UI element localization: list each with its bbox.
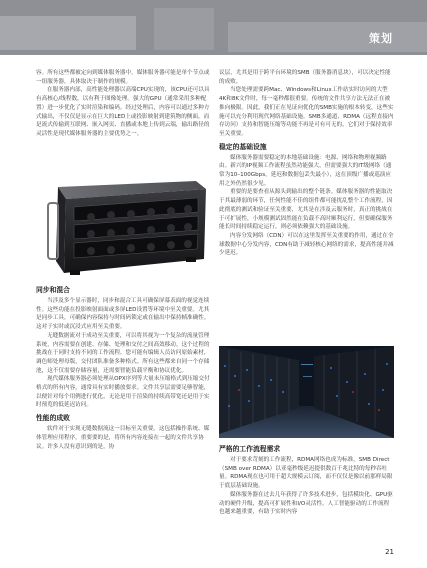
section-heading: 同步和混合 <box>36 286 70 294</box>
paragraph: 重要的是要查看从源头到输出的整个链条。媒体服务器的性能取决于其最薄弱的环节，任何性能不佳的组件都可能扰乱整个工作流程，因此彻底的测试和验证至关重要，尤其是在涉及云服务时，真正的挑战在于可扩展性，小规模测试固然能在负载不高时顺利运行，但要确保服务能长时间持续稳定运行，则必须依赖强大的基础设施。 <box>219 189 393 231</box>
right-column-bottom <box>219 441 394 517</box>
paragraph: 现代媒体服务器必须处理从OPX序列等大量未压缩格式到压缩交付格式的所有内容，通常具有实时播放要求。文件共享层需要足够智能，以便针对每个用例进行优化，无论是用于渲染的持续高带宽还是用于实时预览的低延迟访问。 <box>36 376 210 409</box>
paragraph: 媒体服务器在过去几年获得了许多技术进步，包括模块化、GPU驱动的硬件升级，提高可扩展性和I/O灵活性。人工智能驱动的工作流程也越来越重要，有助于实时内容 <box>219 491 393 516</box>
paragraph: 容。所有这些都被定向到媒体服务器中，媒体服务器可能是单个节点或一组服务器，具体取决于制作的规模。 <box>36 70 210 85</box>
section-label: 策划 <box>369 32 393 45</box>
paragraph: 对于要求苛刻的工作流程，RDMA网络也成为标准，SMB Direct（SMB over RDMA）以亚毫秒级延迟提供数百千兆比特的每秒吞吐量。RDMA现在也可用于超大规模云订阅，而不仅仅是像以前那样局限于底层基础设施。 <box>219 457 393 490</box>
left-column-top <box>36 69 210 139</box>
paragraph: 软件对于实现无缝数据流这一目标至关重要。这包括操作系统、媒体管理应用程序，重要要的是，将所有内容连接在一起的文件共享协议。许多人没有意识到的是，协 <box>36 426 210 450</box>
paragraph: 内容分发网络（CDN）可以在这里发挥至关重要的作用，通过在全球数据中心分发内容，CDN有助于减轻核心网络的需求，提高性能并减少延迟。 <box>219 232 394 257</box>
header-block <box>0 16 136 50</box>
section-heading: 严格的工作流程需求 <box>219 445 281 453</box>
section-heading: 稳定的基础设施 <box>219 142 267 151</box>
paragraph: 媒体服务器需要稳定的本地基础设施：电源、网络和物理视频路由。新兴的IP视频工作流程虽然功能强大，但需要强大的IT级网络（通常为10–100Gbps，延迟和数据包丢失最小），这在顶级广播或巡演应用之外仍然很少见。 <box>219 154 392 187</box>
header-block <box>228 22 427 52</box>
datacenter-image <box>219 346 394 438</box>
right-column-top <box>219 69 394 258</box>
paragraph: 无缝数据流对于成功至关重要，可以将其视为一个复杂的流量管理系统，内容需要在创建、存储、处理和交付之间高效移动。这个过程的挑战在于同时支持不同的工作流程。您可能有编辑人员访问原始素材，调色师处理母版，交付团队准备多种格式。所有这些都来自同一个存储池，这不仅需要存储容量，还需要智能负载平衡和协议优化。 <box>36 332 210 374</box>
server-image <box>36 177 210 279</box>
paragraph: 当您处理需要跨Mac、Windows和Linux工作站实时访问的大型4K和8K文件时，每一毫秒都很重要。传统的文件共享方法无法正在被推向极限。因此，我们正在见证向优化的SMB实施的根本转变，这些实施可以充分利用现代网络基础设施。SMB多通道、RDMA（远程直接内存访问）支持和智能压缩等功能不再是可有可无的，它们对于保持效率至关重要。 <box>219 87 394 137</box>
page-number: 21 <box>385 548 394 556</box>
paragraph: 议层，尤其是用于跨平台环境的SMB（服务器消息块），可以决定性能的成败。 <box>219 70 391 85</box>
section-heading: 性能的成败 <box>36 414 70 423</box>
paragraph: 当涉及多个显示器时，同步和混合工具可确保屏幕表面的视觉连续性。这些功能在投影映射面面或多屏LED设置等环境中至关重要。尤其是同步工具，可确保内容保持与时间码锁定或在输出中保持帧准确性。这对于实时或沉浸式应用至关重要。 <box>36 298 210 331</box>
header-bar <box>0 0 427 55</box>
paragraph: 在服务器内部，高性能处理器以高端CPU实现的，该CPU还可以具有高核心/线程数，以有利于图像处理。强大的GPU（通常采用多种配置）进一步优化了实时渲染和编码。经过处理后，内容可以通过多种方式输出，不仅仅是显示在巨大的LED上或投影映射到建筑物的侧面，而是流式传输到互联网、嵌入网页、直播或本地上传到云端，输出路径的灵活性是现代媒体服务器的主要优势之一。 <box>36 87 210 137</box>
left-column-bottom <box>36 282 210 451</box>
header-block <box>154 8 214 50</box>
